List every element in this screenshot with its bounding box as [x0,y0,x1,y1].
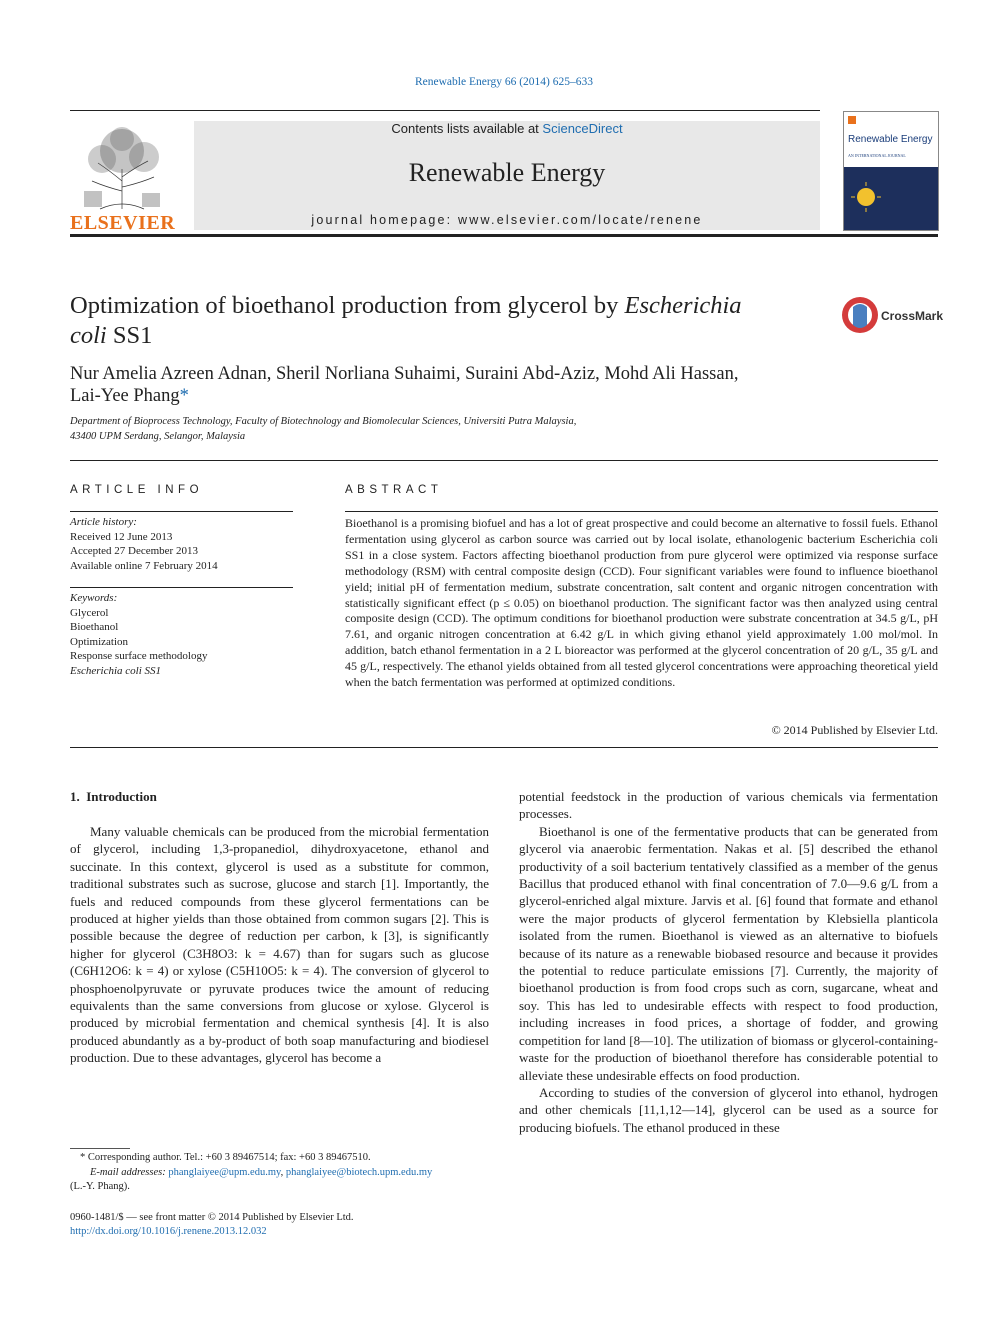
journal-homepage[interactable]: journal homepage: www.elsevier.com/locate/renene [311,213,703,227]
crossmark-label: CrossMark [881,309,944,323]
cover-subtitle: AN INTERNATIONAL JOURNAL [848,153,906,158]
doi-link[interactable]: http://dx.doi.org/10.1016/j.renene.2013.12.032 [70,1226,267,1237]
article-history: Article history: Received 12 June 2013 Accepted 27 December 2013 Available online 7 February 2014 [70,516,218,572]
email-link[interactable]: phanglaiyee@upm.edu.my [168,1166,281,1178]
intro-left-column [70,823,489,1067]
journal-cover-thumbnail[interactable] [843,111,939,231]
abstract-heading: ABSTRACT [345,484,443,496]
issn-line: 0960-1481/$ — see front matter © 2014 Published by Elsevier Ltd. [70,1212,354,1223]
paragraph: potential feedstock in the production of various chemicals via fermentation processes. [519,789,938,822]
journal-name: Renewable Energy [408,158,606,187]
paragraph: According to studies of the conversion of glycerol into ethanol, hydrogen and other chemicals [11,1,12—14], glycerol can be used as a source for producing biofuels. The ethanol produced in these [519,1084,938,1135]
author-list: Nur Amelia Azreen Adnan, Sheril Norliana Suhaimi, Suraini Abd-Aziz, Mohd Ali Hassan, Lai-Yee Phang* [70,364,739,406]
keywords: Keywords: Glycerol Bioethanol Optimization Response surface methodology Escherichia coli SS1 [70,592,208,677]
keyword: Response surface methodology [70,650,208,662]
affiliation: Department of Bioprocess Technology, Faculty of Biotechnology and Biomolecular Sciences, Universiti Putra Malaysia, 43400 UPM Serdang, Selangor, Malaysia [70,416,577,442]
keyword: Bioethanol [70,621,119,633]
article-title: Optimization of bioethanol production from glycerol by Escherichia coli SS1 [70,292,742,349]
email-link[interactable]: phanglaiyee@biotech.upm.edu.my [285,1166,433,1178]
cover-band [844,167,938,230]
crossmark-icon [841,295,881,335]
contents-line: Contents lists available at ScienceDirect [391,121,623,136]
paragraph: Bioethanol is one of the fermentative products that can be generated from glycerol via anaerobic fermentation. Nakas et al. [5] described the ethanol productivity of a soil bacterium tentatively classified as a member of the genus Bacillus that produced ethanol with final concentration of 7.0—9.6 g/L from a glycerol-enriched algal mixture. Jarvis et al. [6] found that formate and ethanol were the major products of glycerol fermentation by Klebsiella planticola isolated from the rumen. Bioethanol is viewed as an alternative to biofuels because of its nature as a renewable biobased resource and because it provides the potential to reduce particulate emissions [7]. Currently, the majority of bioethanol production is from food crops such as corn, sugarcane, wheat and soy. This has led to undesirable effects with respect to food production, including increases in food prices, a shortage of fodder, and growing competition for land [8—10]. The utilization of biomass or glycerol-containing-waste for the production of bioethanol therefore has considerable potential to alleviate these undesirable effects on food production. [519,823,938,1083]
elsevier-wordmark: ELSEVIER [70,212,176,234]
cover-publisher-mark [848,116,856,124]
paragraph: Many valuable chemicals can be produced from the microbial fermentation of glycerol, including 1,3-propanediol, dihydroxyacetone, ethanol and succinate. In this context, glycerol is used as a substitute for common, traditional substrates such as sucrose, glucose and starch [1]. Importantly, the fuels and reduced compounds from these glycerol fermentations can be produced at higher yields than those obtained from common sugars [2]. This is possible because the degree of reduction per carbon, k [3], is significantly higher for glycerol (C3H8O3: k = 4.67) than for sugars such as glucose (C6H12O6: k = 4) or xylose (C5H10O5: k = 4). The conversion of glycerol to phosphoenolpyruvate or pyruvate produces twice the amount of reducing equivalents than the same conversions from glucose or xylose. Glycerol is produced by microbial fermentation and chemical synthesis [4]. It is also produced abundantly as a by-product of both soap manufacturing and biodiesel production. Due to these advantages, glycerol has become a [70,824,489,1066]
abstract-text: Bioethanol is a promising biofuel and has a lot of great prospective and could become an alternative to fossil fuels. Ethanol fermentation using glycerol as carbon source was carried out by local isolate, ethanologenic bacterium Escherichia coli SS1 in a close system. Factors affecting bioethanol production from pure glycerol were optimized via response surface methodology (RSM) with central composite design (CCD). Four significant variables were found to influence bioethanol yield; initial pH of fermentation medium, substrate concentration, salt content and organic nitrogen concentration with statistically significant effect (p ≤ 0.05) on bioethanol production. The significant factor was then analyzed using central composite design (CCD). The optimum conditions for bioethanol production were substrate concentration at 34.5 g/L, pH 7.61, and organic nitrogen concentration at 6.42 g/L in which giving ethanol yield approximately 1.00 mol/mol. In addition, batch ethanol fermentation in a 2 L bioreactor was performed at the glycerol concentration of 20 g/L, 35 g/L and 45 g/L, respectively. The ethanol yields obtained from all tested glycerol concentrations were approaching theoretical yield when the batch fermentation was performed at optimized conditions. [345,516,938,690]
intro-right-column [519,788,938,1136]
abstract-copyright: © 2014 Published by Elsevier Ltd. [771,723,938,737]
section-heading-introduction: 1. Introduction [70,789,157,804]
journal-citation[interactable]: Renewable Energy 66 (2014) 625–633 [415,76,593,88]
footnote-corresponding: * Corresponding author. Tel.: +60 3 89467514; fax: +60 3 89467510. E-mail addresses: phanglaiyee@upm.edu.my, phanglaiyee@biotech.upm.edu.my (L.-Y. Phang). [70,1152,433,1192]
keyword: Escherichia coli SS1 [70,664,162,677]
keyword: Glycerol [70,606,109,619]
sciencedirect-link[interactable]: ScienceDirect [542,121,623,136]
corresponding-author-mark[interactable]: * [179,386,189,406]
keyword: Optimization [70,635,129,648]
article-info-heading: ARTICLE INFO [70,484,204,496]
cover-title: Renewable Energy [848,134,933,145]
